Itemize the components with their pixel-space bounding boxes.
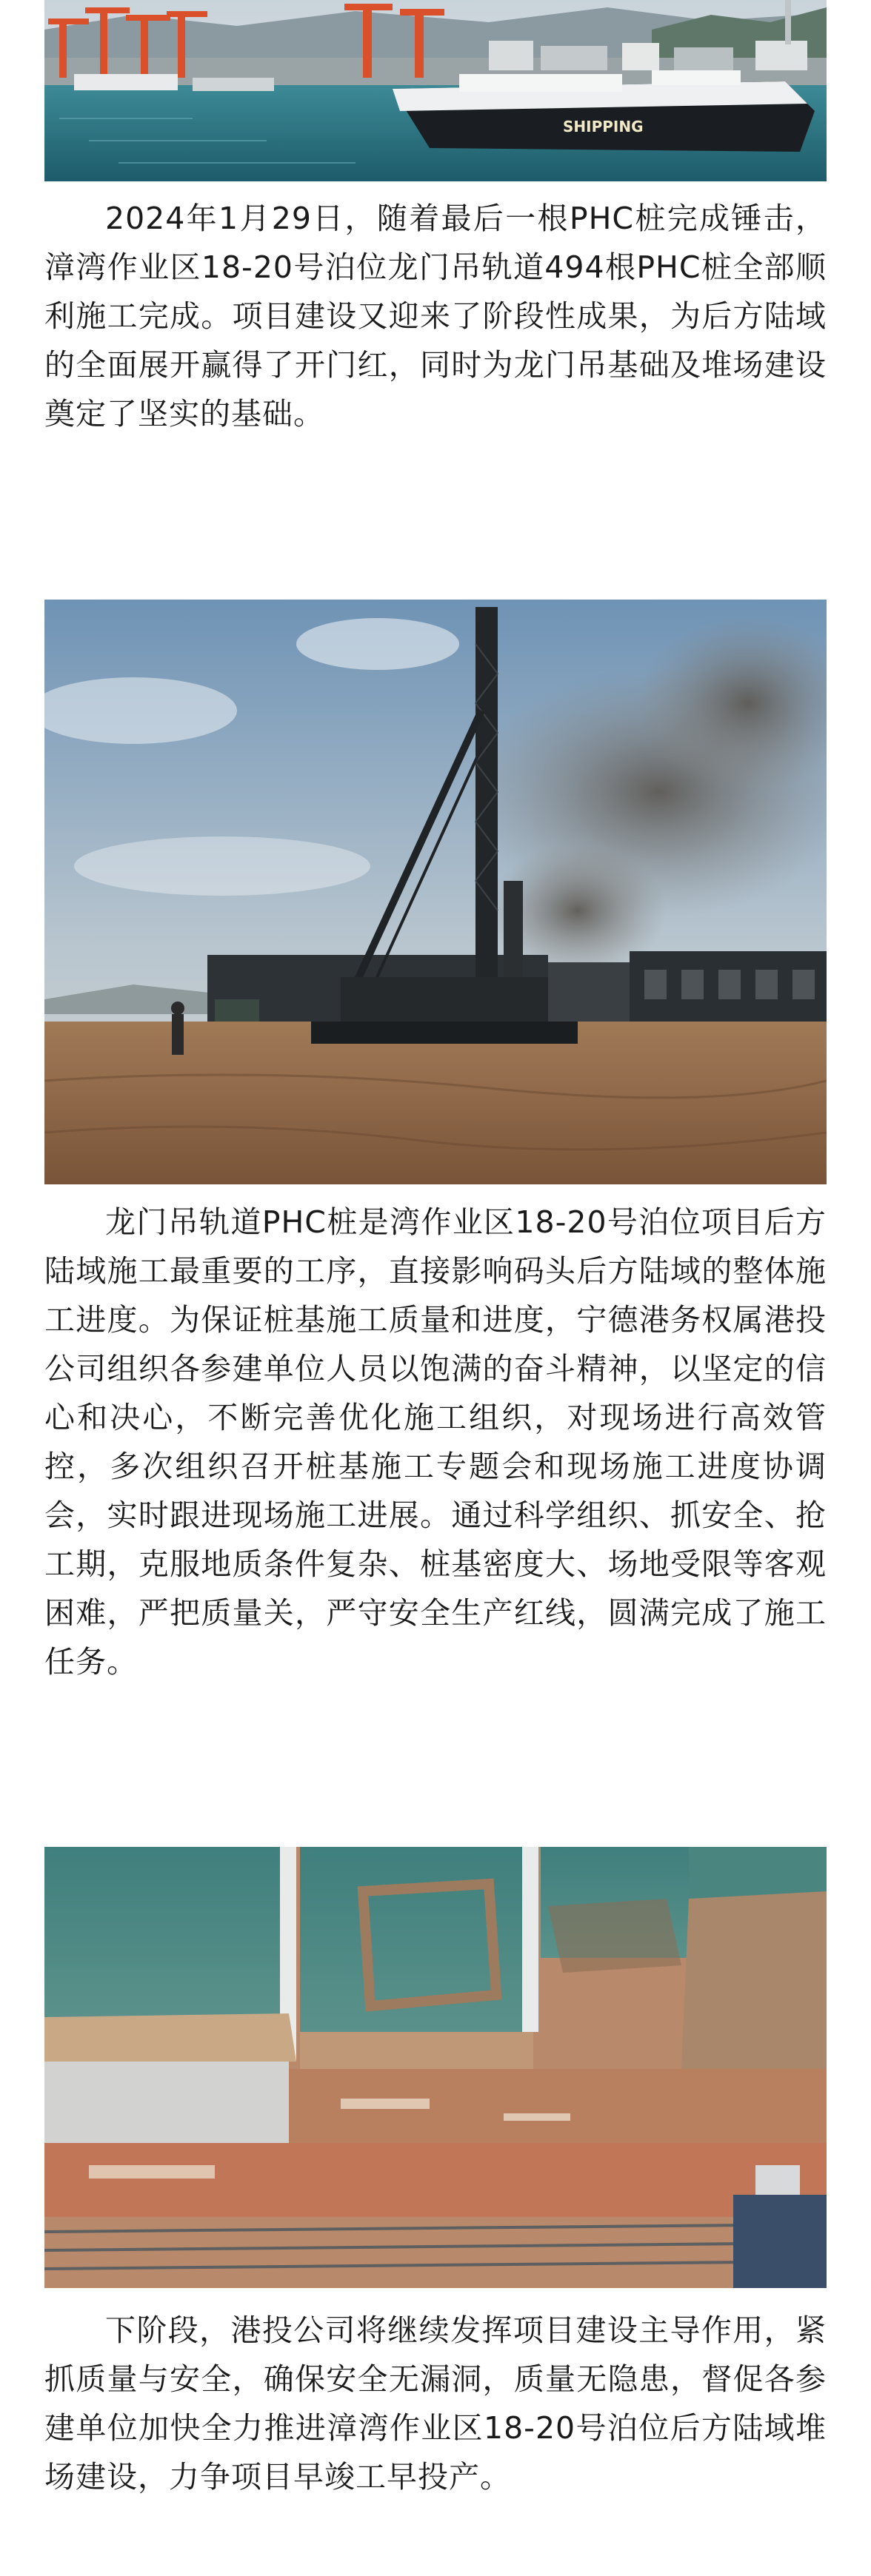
harbor-illustration: [44, 0, 827, 181]
ship-lettering: SHIPPING: [563, 118, 644, 135]
pile-driver-illustration: [44, 600, 827, 1184]
pile-driver-photo: [44, 600, 827, 1184]
harbor-photo: [44, 0, 827, 181]
aerial-photo: [44, 1847, 827, 2288]
paragraph-next-stage: 下阶段，港投公司将继续发挥项目建设主导作用，紧抓质量与安全，确保安全无漏洞，质量无隐患，督促各参建单位加快全力推进漳湾作业区18-20号泊位后方陆域堆场建设，力争项目早竣工早投产。: [44, 2312, 827, 2495]
aerial-illustration: [44, 1847, 827, 2288]
paragraph-completion: 2024年1月29日，随着最后一根PHC桩完成锤击，漳湾作业区18-20号泊位龙门吊轨道494根PHC桩全部顺利施工完成。项目建设又迎来了阶段性成果，为后方陆域的全面展开赢得了开门红，同时为龙门吊基础及堆场建设奠定了坚实的基础。: [44, 201, 827, 432]
paragraph-process: 龙门吊轨道PHC桩是湾作业区18-20号泊位项目后方陆域施工最重要的工序，直接影响码头后方陆域的整体施工进度。为保证桩基施工质量和进度，宁德港务权属港投公司组织各参建单位人员以饱满的奋斗精神，以坚定的信心和决心，不断完善优化施工组织，对现场进行高效管控，多次组织召开桩基施工专题会和现场施工进度协调会，实时跟进现场施工进展。通过科学组织、抓安全、抢工期，克服地质条件复杂、桩基密度大、场地受限等客观困难，严把质量关，严守安全生产红线，圆满完成了施工任务。: [44, 1204, 827, 1680]
